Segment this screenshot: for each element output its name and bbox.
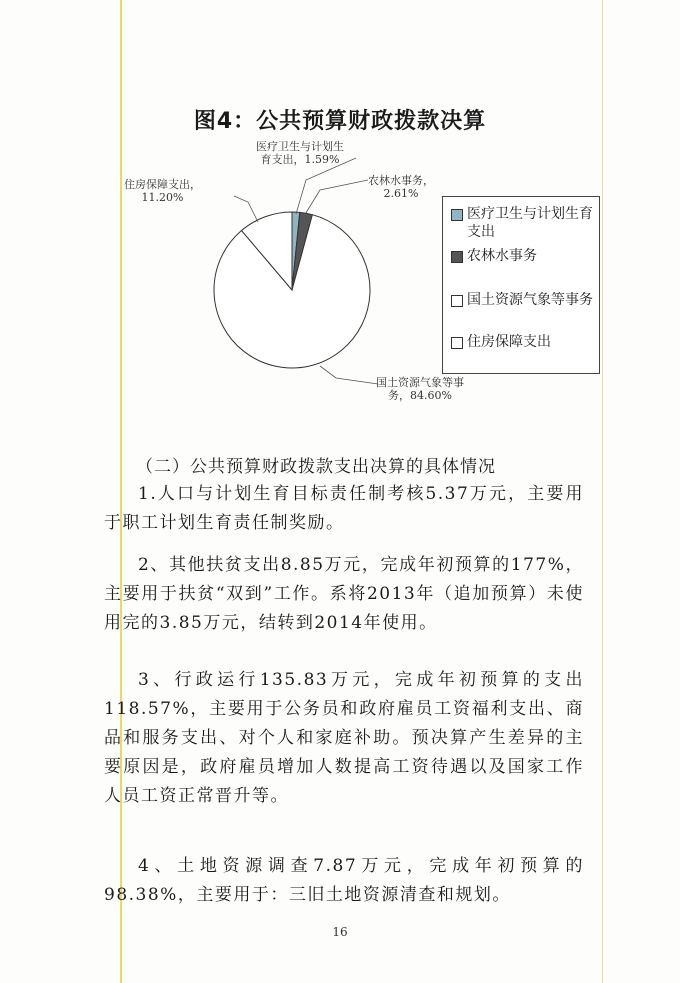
page-number: 16: [332, 925, 348, 939]
legend-item-housing: [451, 333, 595, 351]
section-heading: （二）公共预算财政拨款支出决算的具体情况: [136, 457, 496, 477]
legend-swatch-housing: [451, 337, 463, 349]
data-label-agri-line2: 2.61%: [383, 187, 419, 200]
leader-line-medical: [296, 158, 356, 214]
legend-swatch-agri: [451, 251, 463, 263]
legend-item-land: [451, 291, 595, 309]
data-label-housing-line1: 住房保障支出，: [124, 178, 201, 191]
data-label-medical-line2: 育支出，1.59%: [260, 153, 340, 166]
data-label-agri-line1: 农林水事务，: [368, 174, 434, 187]
legend-item-medical: [451, 205, 595, 241]
paragraph-4: 4、土地资源调查7.87万元，完成年初预算的98.38%，主要用于：三旧土地资源清查和规划。: [104, 856, 584, 905]
data-label-housing: [124, 178, 201, 204]
paragraph-1: 1.人口与计划生育目标责任制考核5.37万元，主要用于职工计划生育责任制奖励。: [104, 484, 584, 533]
legend-swatch-land: [451, 295, 463, 307]
legend-swatch-medical: [451, 209, 463, 221]
legend-label-agri: 农林水事务: [467, 248, 537, 264]
chart-title: 图4：公共预算财政拨款决算: [193, 109, 487, 134]
data-label-agri: [368, 174, 434, 200]
data-label-land-line2: 务，84.60%: [388, 389, 452, 402]
data-label-medical-line1: 医疗卫生与计划生: [256, 140, 344, 153]
leader-line-agri: [304, 180, 368, 216]
legend-label-housing: 住房保障支出: [467, 334, 551, 350]
leader-line-housing: [234, 196, 258, 222]
paragraph-2: 2、其他扶贫支出8.85万元，完成年初预算的177%，主要用于扶贫“双到”工作。系将2013年（追加预算）未使用完的3.85万元，结转到2014年使用。: [104, 555, 584, 633]
chart-legend: [442, 196, 600, 374]
legend-label-medical: 医疗卫生与计划生育支出: [467, 206, 593, 240]
data-label-land: [376, 376, 464, 402]
legend-label-land: 国土资源气象等事务: [467, 292, 593, 308]
data-label-land-line1: 国土资源气象等事: [376, 376, 464, 389]
leader-line-land: [320, 366, 378, 384]
data-label-medical: [256, 140, 344, 166]
data-label-housing-line2: 11.20%: [141, 191, 184, 204]
paragraph-3: 3、行政运行135.83万元，完成年初预算的支出118.57%，主要用于公务员和政府雇员工资福利支出、商品和服务支出、对个人和家庭补助。预决算产生差异的主要原因是，政府雇员增加人数提高工资待遇以及国家工作人员工资正常晋升等。: [104, 670, 584, 806]
legend-item-agri: [451, 247, 595, 265]
